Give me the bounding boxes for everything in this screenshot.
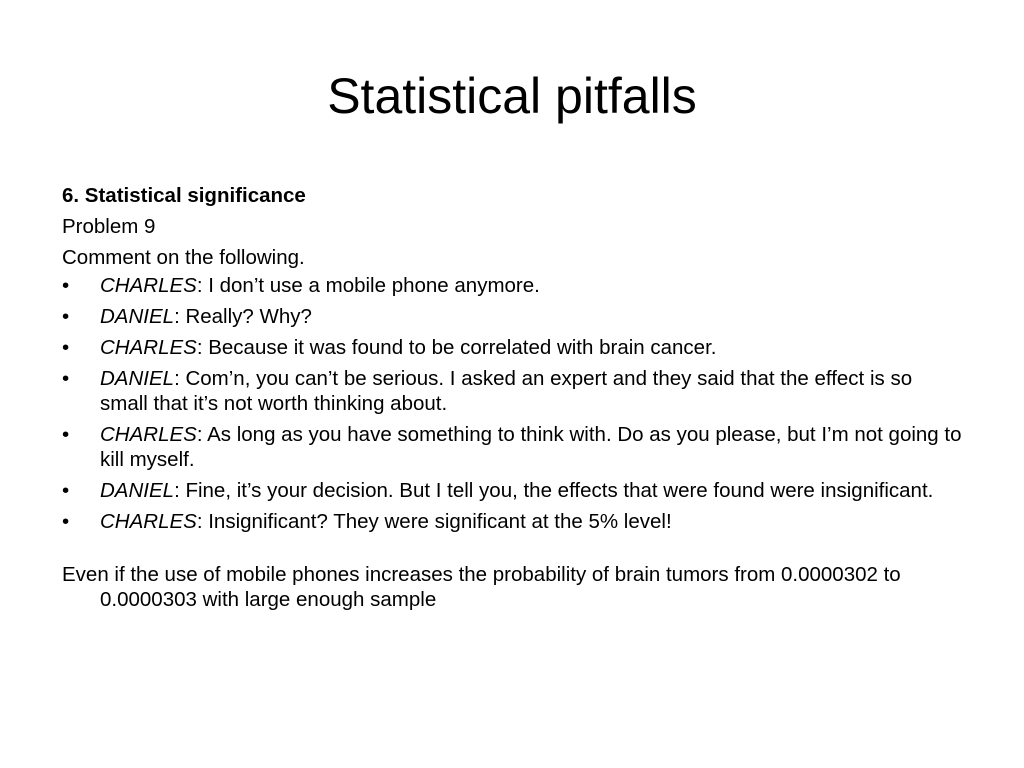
bullet-icon: • bbox=[62, 479, 70, 502]
bullet-icon: • bbox=[62, 423, 70, 446]
dialogue-text: : I don’t use a mobile phone anymore. bbox=[196, 274, 540, 297]
closing-note: Even if the use of mobile phones increases the probability of brain tumors from 0.0000302 to 0.0000303 with large enough sample bbox=[62, 563, 901, 611]
speaker-name: DANIEL bbox=[100, 479, 175, 502]
dialogue-item bbox=[62, 478, 962, 503]
speaker-name: DANIEL bbox=[100, 305, 175, 328]
speaker-name: DANIEL bbox=[100, 367, 175, 390]
bullet-icon: • bbox=[62, 510, 70, 533]
dialogue-text: : As long as you have something to think with. Do as you please, but I’m not going to kill myself. bbox=[100, 423, 962, 471]
bullet-icon: • bbox=[62, 367, 70, 390]
dialogue-item bbox=[62, 273, 962, 298]
dialogue-text: : Really? Why? bbox=[174, 305, 312, 328]
dialogue-text: : Insignificant? They were significant at the 5% level! bbox=[196, 510, 672, 533]
section-heading: 6. Statistical significance bbox=[62, 184, 306, 207]
dialogue-list bbox=[62, 273, 962, 534]
problem-label: Problem 9 bbox=[62, 215, 156, 238]
speaker-name: CHARLES bbox=[100, 336, 197, 359]
bullet-icon: • bbox=[62, 336, 70, 359]
dialogue-item bbox=[62, 366, 962, 416]
slide-title: Statistical pitfalls bbox=[327, 68, 697, 124]
instruction-text: Comment on the following. bbox=[62, 246, 305, 269]
speaker-name: CHARLES bbox=[100, 510, 197, 533]
speaker-name: CHARLES bbox=[100, 423, 197, 446]
dialogue-item bbox=[62, 422, 962, 472]
spacer bbox=[62, 540, 962, 562]
dialogue-item bbox=[62, 335, 962, 360]
speaker-name: CHARLES bbox=[100, 274, 197, 297]
bullet-icon: • bbox=[62, 305, 70, 328]
dialogue-text: : Because it was found to be correlated with brain cancer. bbox=[196, 336, 717, 359]
dialogue-item bbox=[62, 509, 962, 534]
slide-body bbox=[62, 180, 962, 612]
dialogue-item bbox=[62, 304, 962, 329]
bullet-icon: • bbox=[62, 274, 70, 297]
dialogue-text: : Com’n, you can’t be serious. I asked an expert and they said that the effect is so small that it’s not worth thinking about. bbox=[100, 367, 913, 415]
dialogue-text: : Fine, it’s your decision. But I tell you, the effects that were found were insignificant. bbox=[174, 479, 934, 502]
